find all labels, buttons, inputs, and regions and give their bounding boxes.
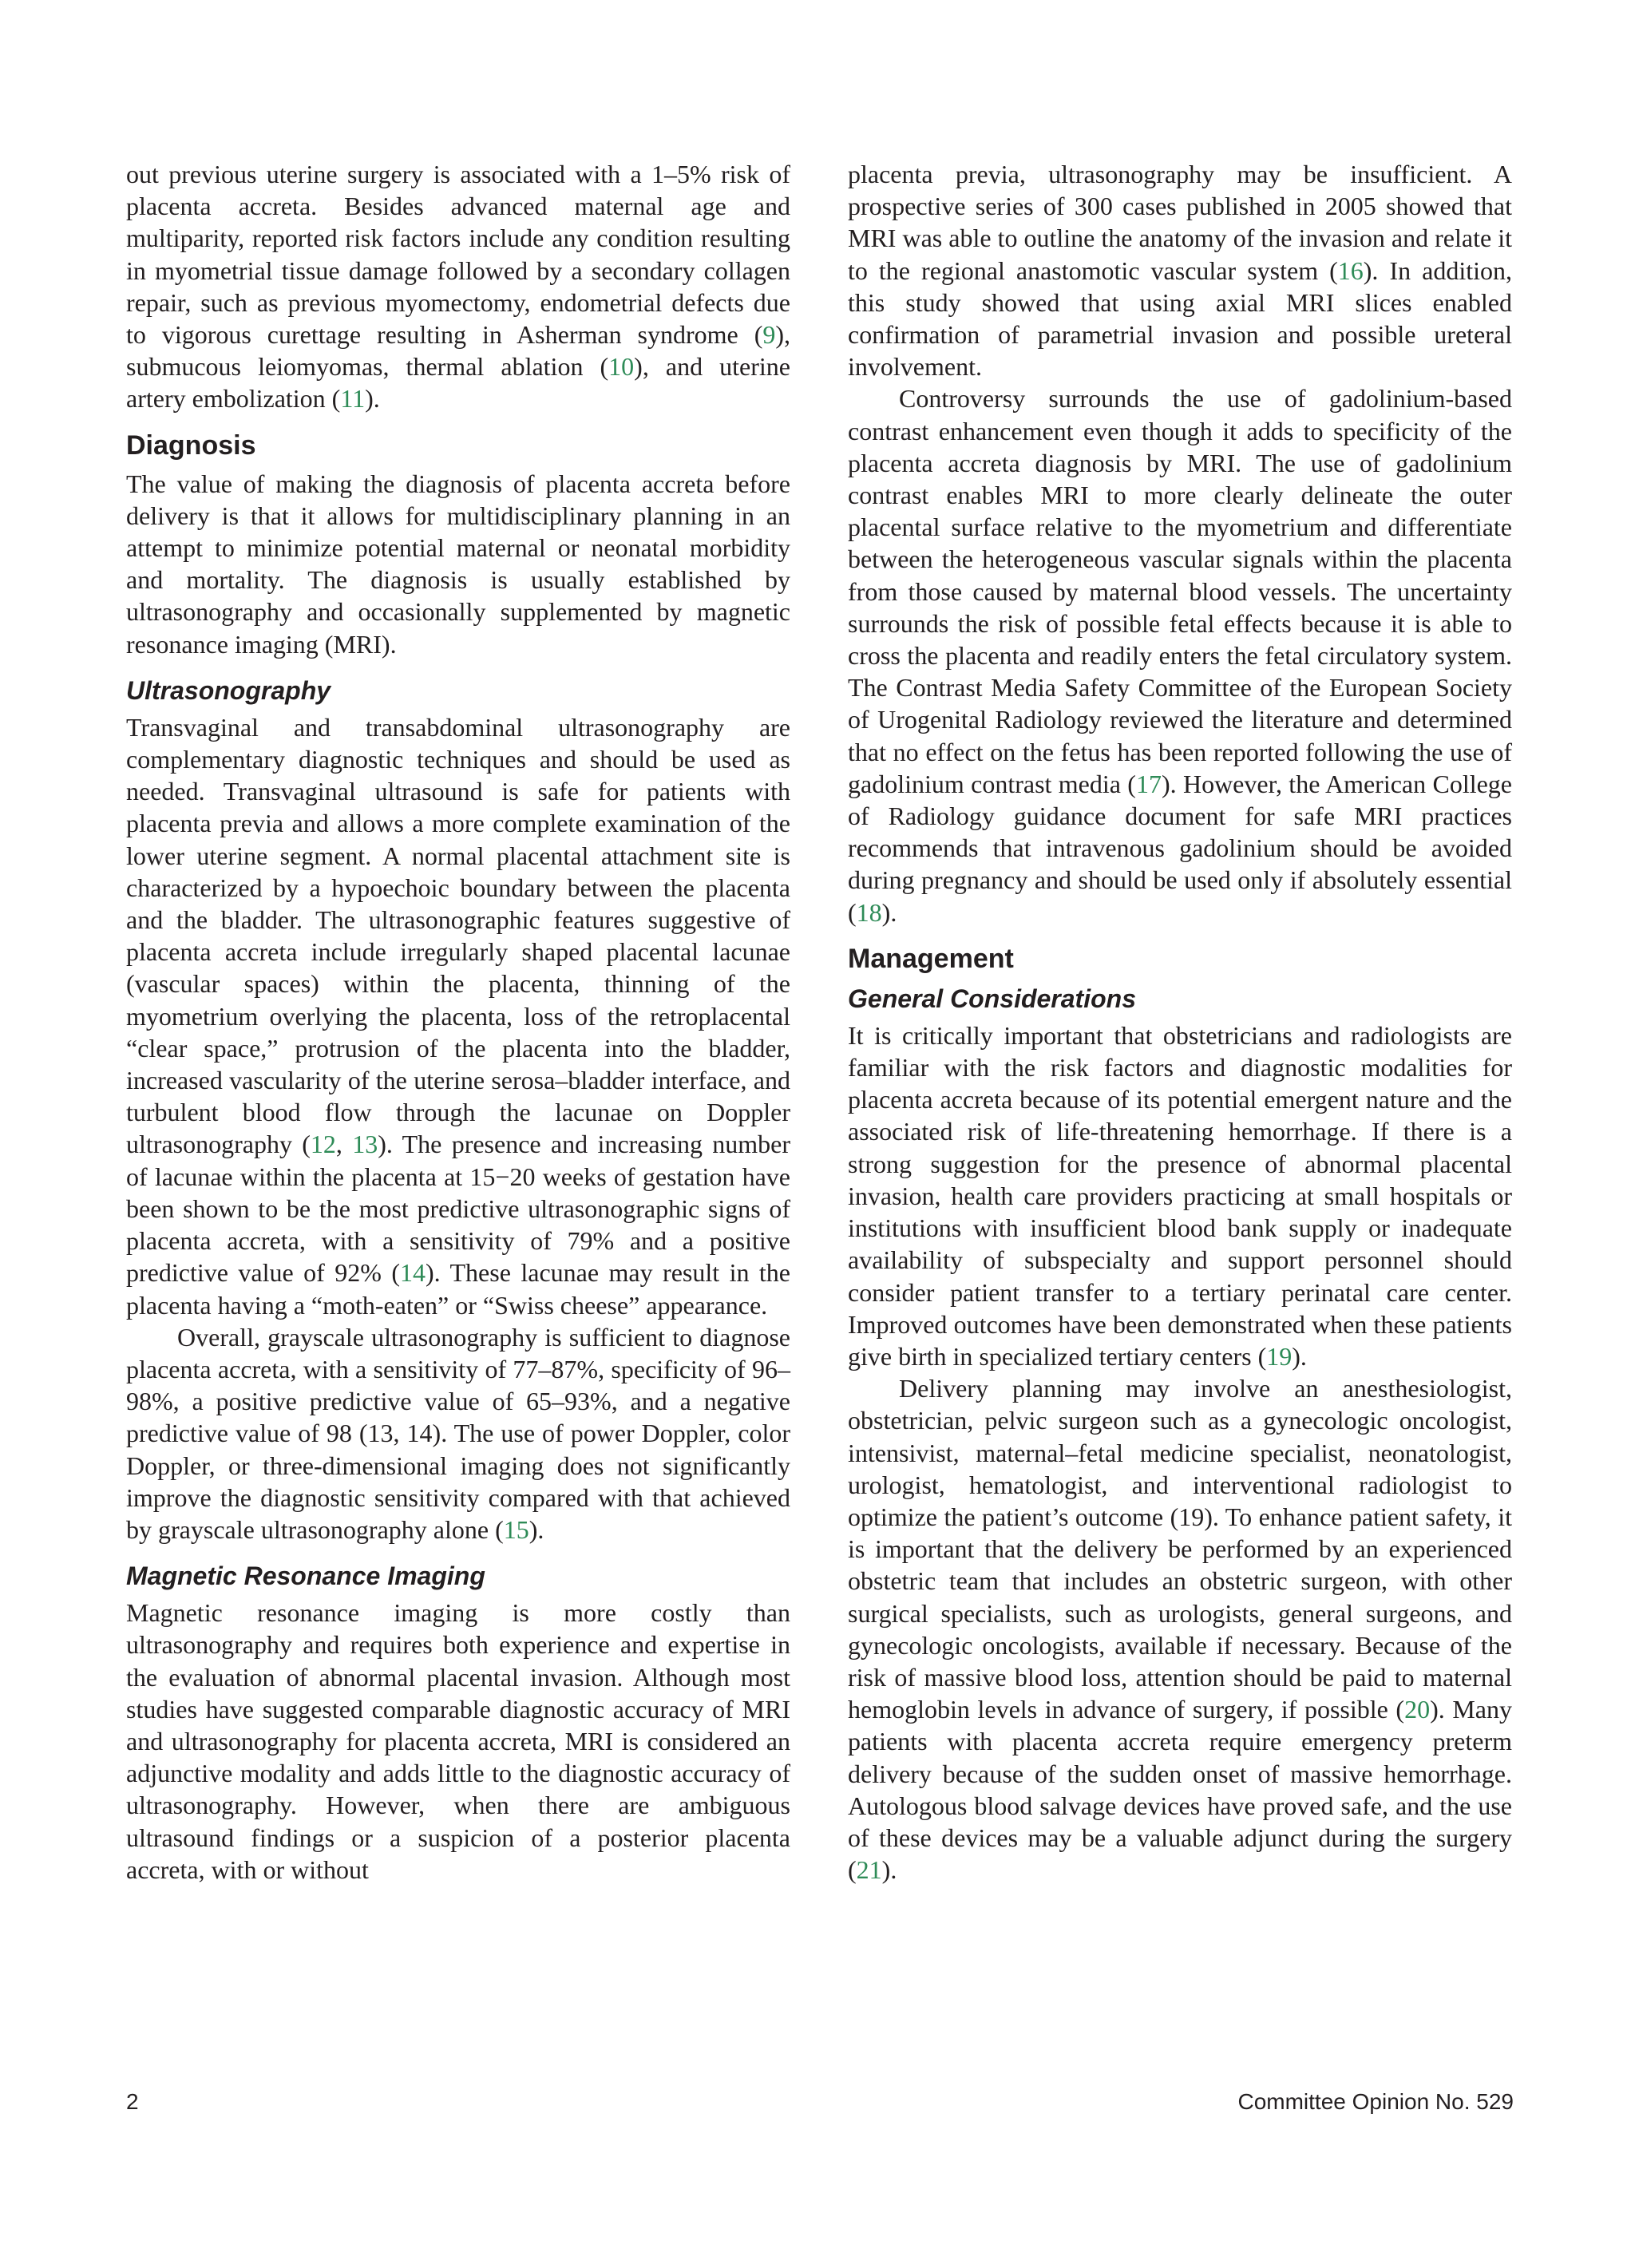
text-run: , [335,1130,353,1159]
text-run: placenta previa, ultrasonography may be insufficient. A prospective series of 300 cases published in 2005 showed that MRI was able to outline the anatomy of the invasion and relate it to the regional anastomotic vascular system ( [848,160,1512,285]
paragraph-diagnosis [126,468,790,660]
paragraph-delivery-planning [848,1372,1512,1886]
reference-link[interactable]: 18 [856,897,882,927]
text-run: ). In addition, this study showed that using axial MRI slices enabled confirmation of parametrial invasion and possible ureteral involvement. [848,255,1513,382]
text-run: Controversy surrounds the use of gadolinium-based contrast enhancement even though it adds to specificity of the placenta accreta diagnosis by MRI. The use of gadolinium contrast enables MRI to more clearly delineate the outer placental surface relative to the myometrium and differentiate between the heterogeneous vascular signals within the placenta from those caused by maternal blood vessels. The uncertainty surrounds the risk of possible fetal effects because it is able to cross the placenta and readily enters the fetal circulatory system. The Contrast Media Safety Committee of the European Society of Urogenital Radiology reviewed the literature and determined that no effect on the fetus has been reported following the use of gadolinium contrast media ( [848,384,1512,798]
text-run: It is critically important that obstetricians and radiologists are familiar with the risk factors and diagnostic modalities for placenta accreta because of its potential emergent nature and the associated risk of life-threatening hemorrhage. If there is a strong suggestion for the presence of abnormal placental invasion, health care providers practicing at small hospitals or institutions with insufficient blood bank supply or inadequate availability of subspecialty and support personnel should consider patient transfer to a tertiary perinatal care center. Improved outcomes have been demonstrated when these patients give birth in specialized tertiary centers ( [848,1020,1512,1371]
text-run: The value of making the diagnosis of placenta accreta before delivery is that it allows for multidisciplinary planning in an attempt to minimize potential maternal or neonatal morbidity and mortality. The diagnosis is usually established by ultrasonography and occasionally supplemented by magnetic resonance imaging (MRI). [126,469,790,659]
page-number: 2 [126,2089,139,2114]
paragraph-intro [126,158,790,415]
text-run: ), and uterine artery embolization ( [126,352,791,414]
reference-link[interactable]: 15 [503,1514,529,1544]
text-run: ). However, the American College of Radiology guidance document for safe MRI practices recommends that intravenous gadolinium should be avoided during pregnancy and should be used only if absolutely essential ( [848,769,1513,927]
reference-link[interactable]: 9 [762,320,776,350]
text-run: Overall, grayscale ultrasonography is sufficient to diagnose placenta accreta, with a sensitivity of 77–87%, specificity of 96–98%, a positive predictive value of 65–93%, and a negative predictive value of 98 (13, 14). The use of power Doppler, color Doppler, or three-dimensional imaging does not significantly improve the diagnostic sensitivity compared with that achieved by grayscale ultrasonography alone ( [126,1322,790,1544]
document-label: Committee Opinion No. 529 [1237,2089,1514,2114]
heading-management: Management [848,943,1014,974]
reference-link[interactable]: 17 [1135,769,1162,798]
text-run: out previous uterine surgery is associated with a 1–5% risk of placenta accreta. Besides advanced maternal age and multiparity, reported risk factors include any condition resulting in myometrial tissue damage followed by a secondary collagen repair, such as previous myomectomy, endometrial defects due to vigorous curettage resulting in Asherman syndrome ( [126,160,790,350]
reference-link[interactable]: 20 [1404,1695,1431,1724]
reference-link[interactable]: 14 [399,1258,426,1288]
reference-link[interactable]: 21 [856,1855,882,1885]
reference-link[interactable]: 12 [310,1130,336,1159]
text-run: ). [881,897,897,927]
left-column [126,158,790,1886]
paragraph-mri-continued [848,158,1512,382]
reference-link[interactable]: 16 [1337,255,1364,285]
text-run: ). [881,1855,897,1885]
paragraph-mri [126,1597,790,1886]
text-run: Transvaginal and transabdominal ultrasonography are complementary diagnostic techniques and should be used as needed. Transvaginal ultrasound is safe for patients with placenta previa and allows a more complete examination of the lower uterine segment. A normal placental attachment site is characterized by a hypoechoic boundary between the placenta and the bladder. The ultrasonographic features suggestive of placenta accreta include irregularly shaped placental lacunae (vascular spaces) within the placenta, thinning of the myometrium overlying the placenta, loss of the retroplacental “clear space,” protrusion of the placenta into the bladder, increased vascularity of the uterine serosa–bladder interface, and turbulent blood flow through the lacunae on Doppler ultrasonography ( [126,712,790,1159]
reference-link[interactable]: 11 [340,384,366,414]
heading-mri: Magnetic Resonance Imaging [126,1561,485,1591]
reference-link[interactable]: 13 [352,1130,378,1159]
right-column [848,158,1512,1886]
paragraph-general-considerations [848,1019,1512,1372]
text-run: ). [365,384,380,414]
text-run: ), submucous leiomyomas, thermal ablation ( [126,320,790,382]
paragraph-ultrasonography [126,711,790,1321]
reference-link[interactable]: 10 [608,352,635,382]
text-run: Delivery planning may involve an anesthesiologist, obstetrician, pelvic surgeon such as a gynecologic oncologist, intensivist, maternal–fetal medicine specialist, neonatologist, urologist, hematologist, and interventional radiologist to optimize the patient’s outcome (19). To enhance patient safety, it is important that the delivery be performed by an experienced obstetric team that includes an obstetric surgeon, with other surgical specialists, such as urologists, general surgeons, and gynecologic oncologists, available if necessary. Because of the risk of massive blood loss, attention should be paid to maternal hemoglobin levels in advance of surgery, if possible ( [848,1374,1512,1724]
text-run: ). [529,1514,544,1544]
text-run: ). [1292,1341,1307,1371]
text-run: ). Many patients with placenta accreta require emergency preterm delivery because of the sudden onset of massive hemorrhage. Autologous blood salvage devices have proved safe, and the use of these devices may be a valuable adjunct during the surgery ( [848,1695,1513,1885]
text-run: Magnetic resonance imaging is more costly than ultrasonography and requires both experience and expertise in the evaluation of abnormal placental invasion. Although most studies have suggested comparable diagnostic accuracy of MRI and ultrasonography for placenta accreta, MRI is considered an adjunctive modality and adds little to the diagnostic accuracy of ultrasonography. However, when there are ambiguous ultrasound findings or a suspicion of a posterior placenta accreta, with or without [126,1598,790,1884]
heading-ultrasonography: Ultrasonography [126,675,331,705]
paragraph-grayscale [126,1321,790,1546]
text-run: ). These lacunae may result in the placenta having a “moth-eaten” or “Swiss cheese” appearance. [126,1258,791,1320]
reference-link[interactable]: 19 [1266,1341,1293,1371]
text-run: ). The presence and increasing number of lacunae within the placenta at 15−20 weeks of gestation have been shown to be the most predictive ultrasonographic signs of placenta accreta, with a sensitivity of 79% and a positive predictive value of 92% ( [126,1130,790,1288]
paragraph-gadolinium [848,382,1512,928]
heading-general-considerations: General Considerations [848,984,1136,1013]
heading-diagnosis: Diagnosis [126,429,256,461]
